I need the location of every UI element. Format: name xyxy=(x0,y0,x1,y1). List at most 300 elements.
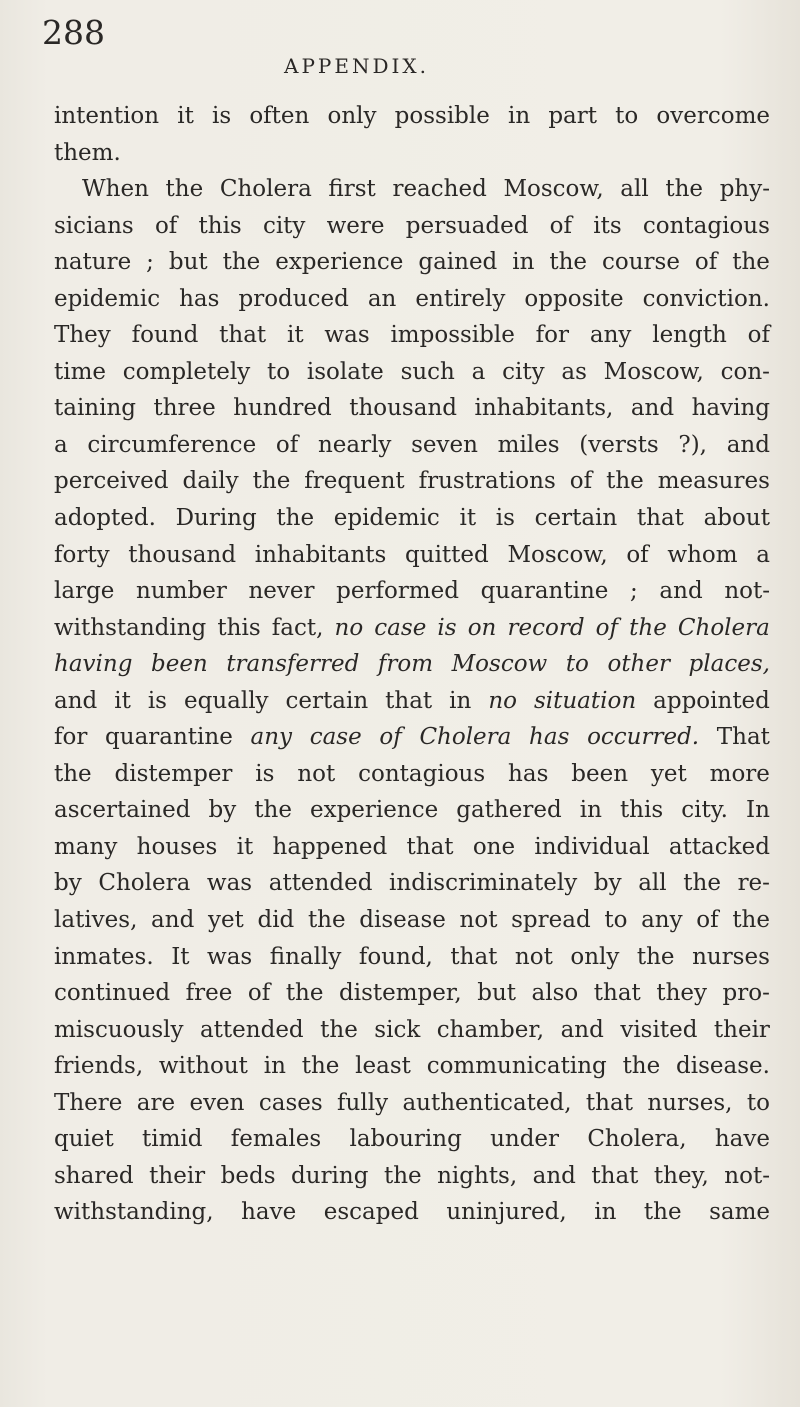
word: that xyxy=(593,980,641,1007)
word: free xyxy=(185,980,233,1007)
word: to xyxy=(565,651,589,678)
word: the xyxy=(636,943,675,970)
word: the xyxy=(629,614,667,641)
text-line xyxy=(54,683,770,720)
word: occurred. xyxy=(587,724,700,751)
word: city xyxy=(502,358,545,385)
word: the xyxy=(683,870,721,897)
word: experience xyxy=(310,797,439,824)
word: sicians xyxy=(54,212,134,239)
word: ?), xyxy=(678,431,707,458)
word: the xyxy=(54,760,92,787)
word: of xyxy=(626,541,649,568)
word: was xyxy=(206,870,253,897)
word: epidemic xyxy=(54,285,161,312)
word: never xyxy=(248,578,315,605)
word: by xyxy=(54,870,82,897)
word: the xyxy=(222,249,261,276)
word: inmates. xyxy=(54,943,154,970)
word: circumference xyxy=(87,431,257,458)
word: ; xyxy=(630,578,638,605)
text-line xyxy=(54,1085,770,1122)
word: a xyxy=(756,541,770,568)
word: and xyxy=(54,687,98,714)
word: epidemic xyxy=(333,505,440,532)
text-line xyxy=(54,537,770,574)
word: authenticated, xyxy=(402,1089,572,1116)
word: the xyxy=(165,176,204,203)
text-line xyxy=(54,317,770,354)
word: least xyxy=(355,1053,411,1080)
text-line xyxy=(54,1194,770,1231)
word: by xyxy=(208,797,237,824)
word: having xyxy=(691,395,770,422)
text-line xyxy=(54,354,770,391)
word: Cholera xyxy=(219,176,312,203)
text-line xyxy=(54,1048,770,1085)
word: That xyxy=(716,724,770,751)
text-line xyxy=(54,792,770,829)
word: that xyxy=(591,1162,639,1189)
word: it xyxy=(286,322,304,349)
word: as xyxy=(561,358,587,385)
word: been xyxy=(150,651,208,678)
word: the xyxy=(622,1053,661,1080)
word: that xyxy=(385,687,433,714)
word: appointed xyxy=(653,687,770,714)
word: without xyxy=(158,1053,248,1080)
word: that xyxy=(450,943,498,970)
word: that xyxy=(406,833,454,860)
word: it xyxy=(114,687,131,714)
word: uninjured, xyxy=(446,1199,567,1226)
word: they xyxy=(656,980,707,1007)
word: During xyxy=(175,505,257,532)
word: to xyxy=(746,1089,770,1116)
word: has xyxy=(529,724,570,751)
word: is xyxy=(495,505,515,532)
word: isolate xyxy=(306,358,384,385)
word: the xyxy=(276,505,315,532)
word: in xyxy=(512,249,535,276)
word: no xyxy=(334,614,364,641)
text-line xyxy=(54,756,770,793)
text-line xyxy=(54,865,770,902)
word: frustrations xyxy=(418,468,556,495)
word: is xyxy=(437,614,457,641)
text-line xyxy=(54,939,770,976)
word: quitted xyxy=(405,541,489,568)
word: the xyxy=(549,249,588,276)
word: Moscow, xyxy=(603,358,704,385)
word: There xyxy=(54,1089,123,1116)
word: hundred xyxy=(233,395,332,422)
word: quarantine xyxy=(105,724,233,751)
word: nurses, xyxy=(647,1089,733,1116)
word: about xyxy=(703,505,770,532)
word: gathered xyxy=(456,797,562,824)
word: whom xyxy=(667,541,738,568)
word: any xyxy=(250,724,293,751)
word: impossible xyxy=(390,322,515,349)
word: the xyxy=(320,1016,358,1043)
word: yet xyxy=(207,907,244,934)
body-text xyxy=(54,98,770,1231)
word: the xyxy=(252,468,291,495)
word: visited xyxy=(620,1016,698,1043)
word: same xyxy=(709,1199,770,1226)
word: this xyxy=(217,614,261,641)
word: one xyxy=(472,833,516,860)
word: nearly xyxy=(317,431,392,458)
word: produced xyxy=(238,285,349,312)
word: and xyxy=(726,431,770,458)
word: situation xyxy=(533,687,637,714)
word: to xyxy=(267,358,291,385)
word: nurses xyxy=(692,943,770,970)
word: its xyxy=(593,212,622,239)
word: any xyxy=(589,322,632,349)
word: the xyxy=(665,176,704,203)
word: attended xyxy=(199,1016,304,1043)
word: an xyxy=(367,285,397,312)
word: (versts xyxy=(579,431,659,458)
word: not xyxy=(514,943,553,970)
word: of xyxy=(694,249,718,276)
word: re- xyxy=(737,870,770,897)
word: it xyxy=(236,833,254,860)
word: When xyxy=(82,176,149,203)
word: the xyxy=(285,980,324,1007)
word: Cholera xyxy=(419,724,512,751)
word: are xyxy=(136,1089,176,1116)
word: and xyxy=(151,907,195,934)
word: also xyxy=(531,980,579,1007)
word: houses xyxy=(136,833,218,860)
word: all xyxy=(620,176,649,203)
word: thousand xyxy=(128,541,237,568)
word: beds xyxy=(220,1162,276,1189)
word: fact, xyxy=(271,614,324,641)
word: this xyxy=(619,797,664,824)
word: was xyxy=(207,943,253,970)
word: have xyxy=(241,1199,297,1226)
word: their xyxy=(149,1162,206,1189)
word: miles xyxy=(497,431,560,458)
word: their xyxy=(713,1016,770,1043)
word: of xyxy=(379,724,402,751)
word: opposite xyxy=(524,285,624,312)
word: have xyxy=(714,1126,770,1153)
word: but xyxy=(168,249,208,276)
word: finally xyxy=(269,943,342,970)
word: certain xyxy=(285,687,369,714)
word: part xyxy=(548,103,598,129)
word: not xyxy=(459,907,498,934)
word: by xyxy=(593,870,622,897)
word: performed xyxy=(336,578,459,605)
word: females xyxy=(230,1126,322,1153)
word: attended xyxy=(268,870,373,897)
word: that xyxy=(636,505,684,532)
word: phy- xyxy=(719,176,770,203)
word: in xyxy=(263,1053,286,1080)
word: thousand xyxy=(349,395,457,422)
word: reached xyxy=(392,176,487,203)
word: length xyxy=(652,322,727,349)
text-line xyxy=(54,829,770,866)
word: any xyxy=(641,907,683,934)
text-line xyxy=(54,463,770,500)
word: in xyxy=(449,687,472,714)
word: of xyxy=(247,980,271,1007)
word: disease xyxy=(359,907,446,934)
word: of xyxy=(275,431,299,458)
word: is xyxy=(255,760,275,787)
word: overcome xyxy=(656,103,770,129)
word: such xyxy=(400,358,455,385)
word: withstanding, xyxy=(54,1199,214,1226)
word: the xyxy=(301,1053,340,1080)
word: no xyxy=(488,687,517,714)
word: in xyxy=(594,1199,617,1226)
word: gained xyxy=(418,249,498,276)
word: and xyxy=(560,1016,604,1043)
word: and xyxy=(532,1162,576,1189)
text-line xyxy=(54,281,770,318)
word: withstanding xyxy=(54,614,207,641)
word: often xyxy=(249,103,310,129)
word: case xyxy=(374,614,427,641)
word: cases xyxy=(258,1089,323,1116)
running-head: APPENDIX. xyxy=(284,54,429,78)
word: contagious xyxy=(642,212,770,239)
word: In xyxy=(745,797,770,824)
page-number: 288 xyxy=(42,13,105,52)
word: communicating xyxy=(426,1053,607,1080)
word: of xyxy=(154,212,178,239)
word: spread xyxy=(511,907,591,934)
word: were xyxy=(326,212,385,239)
word: having xyxy=(54,651,133,678)
text-line xyxy=(54,208,770,245)
word: labouring xyxy=(349,1126,462,1153)
word: measures xyxy=(657,468,770,495)
word: nights, xyxy=(437,1162,518,1189)
word: inhabitants, xyxy=(474,395,614,422)
text-line xyxy=(54,719,770,756)
word: this xyxy=(198,212,242,239)
word: continued xyxy=(54,980,171,1007)
word: places, xyxy=(688,651,770,678)
word: is xyxy=(147,687,167,714)
word: Cholera xyxy=(98,870,191,897)
word: quarantine xyxy=(480,578,609,605)
word: It xyxy=(171,943,190,970)
word: pro- xyxy=(722,980,770,1007)
word: equally xyxy=(183,687,269,714)
word: city. xyxy=(681,797,728,824)
word: Moscow xyxy=(451,651,548,678)
word: to xyxy=(604,907,628,934)
word: other xyxy=(607,651,670,678)
word: frequent xyxy=(304,468,405,495)
word: first xyxy=(328,176,376,203)
word: they, xyxy=(653,1162,709,1189)
word: it xyxy=(177,103,194,129)
word: disease. xyxy=(676,1053,770,1080)
word: of xyxy=(595,614,619,641)
word: that xyxy=(219,322,267,349)
word: has xyxy=(179,285,220,312)
word: daily xyxy=(182,468,239,495)
word: Cholera, xyxy=(587,1126,687,1153)
word: the xyxy=(732,249,770,276)
word: seven xyxy=(411,431,478,458)
word: time xyxy=(54,358,107,385)
word: attacked xyxy=(668,833,770,860)
word: not- xyxy=(724,1162,770,1189)
word: number xyxy=(136,578,227,605)
text-line xyxy=(54,1158,770,1195)
word: three xyxy=(153,395,216,422)
word: yet xyxy=(650,760,687,787)
word: found xyxy=(131,322,199,349)
word: shared xyxy=(54,1162,134,1189)
word: adopted. xyxy=(54,505,156,532)
word: inhabitants xyxy=(254,541,387,568)
word: fully xyxy=(337,1089,389,1116)
word: under xyxy=(490,1126,560,1153)
word: was xyxy=(324,322,370,349)
word: the xyxy=(383,1162,422,1189)
word: more xyxy=(709,760,770,787)
word: not- xyxy=(724,578,770,605)
word: the xyxy=(732,907,770,934)
word: in xyxy=(579,797,602,824)
word: case xyxy=(309,724,362,751)
word: large xyxy=(54,578,115,605)
text-line xyxy=(54,171,770,208)
word: but xyxy=(477,980,516,1007)
word: from xyxy=(377,651,434,678)
word: of xyxy=(747,322,770,349)
word: chamber, xyxy=(436,1016,545,1043)
word: for xyxy=(54,724,88,751)
word: during xyxy=(291,1162,369,1189)
word: city xyxy=(262,212,306,239)
word: nature xyxy=(54,249,132,276)
text-line xyxy=(54,427,770,464)
word: sick xyxy=(374,1016,421,1043)
word: many xyxy=(54,833,118,860)
word: latives, xyxy=(54,907,138,934)
word: not xyxy=(297,760,336,787)
word: transferred xyxy=(226,651,360,678)
word: only xyxy=(327,103,377,129)
word: it xyxy=(459,505,477,532)
word: record xyxy=(507,614,585,641)
word: They xyxy=(54,322,111,349)
word: distemper, xyxy=(339,980,462,1007)
word: perceived xyxy=(54,468,169,495)
word: happened xyxy=(272,833,388,860)
word: to xyxy=(615,103,639,129)
word: friends, xyxy=(54,1053,144,1080)
text-line xyxy=(54,244,770,281)
word: individual xyxy=(534,833,650,860)
word: of xyxy=(569,468,593,495)
word: found, xyxy=(358,943,433,970)
text-line xyxy=(54,500,770,537)
text-line xyxy=(54,610,770,647)
word: of xyxy=(696,907,719,934)
word: taining xyxy=(54,395,137,422)
text-line xyxy=(54,1121,770,1158)
word: forty xyxy=(54,541,110,568)
word: for xyxy=(535,322,570,349)
word: ; xyxy=(146,249,154,276)
word: conviction. xyxy=(642,285,770,312)
word: the xyxy=(643,1199,682,1226)
text-line xyxy=(54,975,770,1012)
word: certain xyxy=(534,505,618,532)
text-line xyxy=(54,135,770,172)
word: is xyxy=(212,103,232,129)
text-line xyxy=(54,573,770,610)
text-line xyxy=(54,902,770,939)
word: did xyxy=(257,907,295,934)
word: a xyxy=(471,358,486,385)
word: persuaded xyxy=(405,212,529,239)
word: entirely xyxy=(415,285,506,312)
word: the xyxy=(254,797,292,824)
word: has xyxy=(508,760,549,787)
word: Cholera xyxy=(677,614,770,641)
word: even xyxy=(189,1089,245,1116)
word: completely xyxy=(122,358,251,385)
word: of xyxy=(549,212,573,239)
word: and xyxy=(630,395,675,422)
word: intention xyxy=(54,103,160,129)
word: distemper xyxy=(114,760,233,787)
text-line xyxy=(54,1012,770,1049)
word: possible xyxy=(394,103,490,129)
word: all xyxy=(638,870,667,897)
text-line xyxy=(54,390,770,427)
word: indiscriminately xyxy=(389,870,578,897)
word: the xyxy=(606,468,644,495)
word: miscuously xyxy=(54,1016,184,1043)
word: that xyxy=(585,1089,633,1116)
word: on xyxy=(467,614,497,641)
word: ascertained xyxy=(54,797,191,824)
word: Moscow, xyxy=(503,176,604,203)
word: quiet xyxy=(54,1126,114,1153)
word: con- xyxy=(720,358,770,385)
word: Moscow, xyxy=(507,541,608,568)
word: been xyxy=(571,760,629,787)
word: and xyxy=(659,578,703,605)
word: only xyxy=(570,943,620,970)
word: in xyxy=(508,103,531,129)
text-line xyxy=(54,98,770,135)
word: the xyxy=(307,907,346,934)
word: course xyxy=(602,249,680,276)
word: them. xyxy=(54,139,121,166)
word: contagious xyxy=(358,760,486,787)
word: a xyxy=(54,431,68,458)
